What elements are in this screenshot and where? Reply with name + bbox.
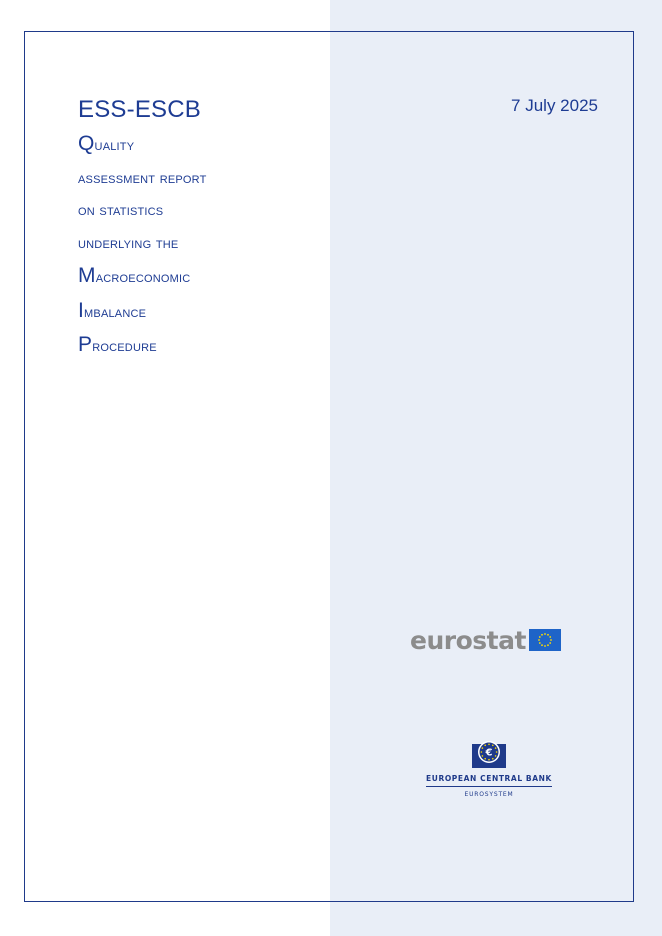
eurostat-logo [410,624,561,656]
ecb-eurosystem: EUROSYSTEM [464,791,514,798]
title-block [78,94,318,364]
subtitle-line: Procedure [78,333,157,356]
subtitle-line: Imbalance [78,298,147,322]
subtitle-line: on statistics [78,202,164,219]
eu-flag-icon [529,629,561,651]
svg-text:€: € [485,747,493,759]
euro-emblem-icon [472,738,506,768]
subtitle-line: Macroeconomic [78,264,191,287]
subtitle-line: assessment report [78,169,207,187]
publication-date: 7 July 2025 [511,96,598,115]
ecb-name: EUROPEAN CENTRAL BANK [426,774,552,787]
eurostat-wordmark: eurostat [410,625,526,655]
subtitle-line: Quality [78,132,135,155]
ecb-logo [420,738,558,798]
report-title: ESS-ESCB [78,96,201,123]
subtitle-line: underlying the [78,234,179,252]
